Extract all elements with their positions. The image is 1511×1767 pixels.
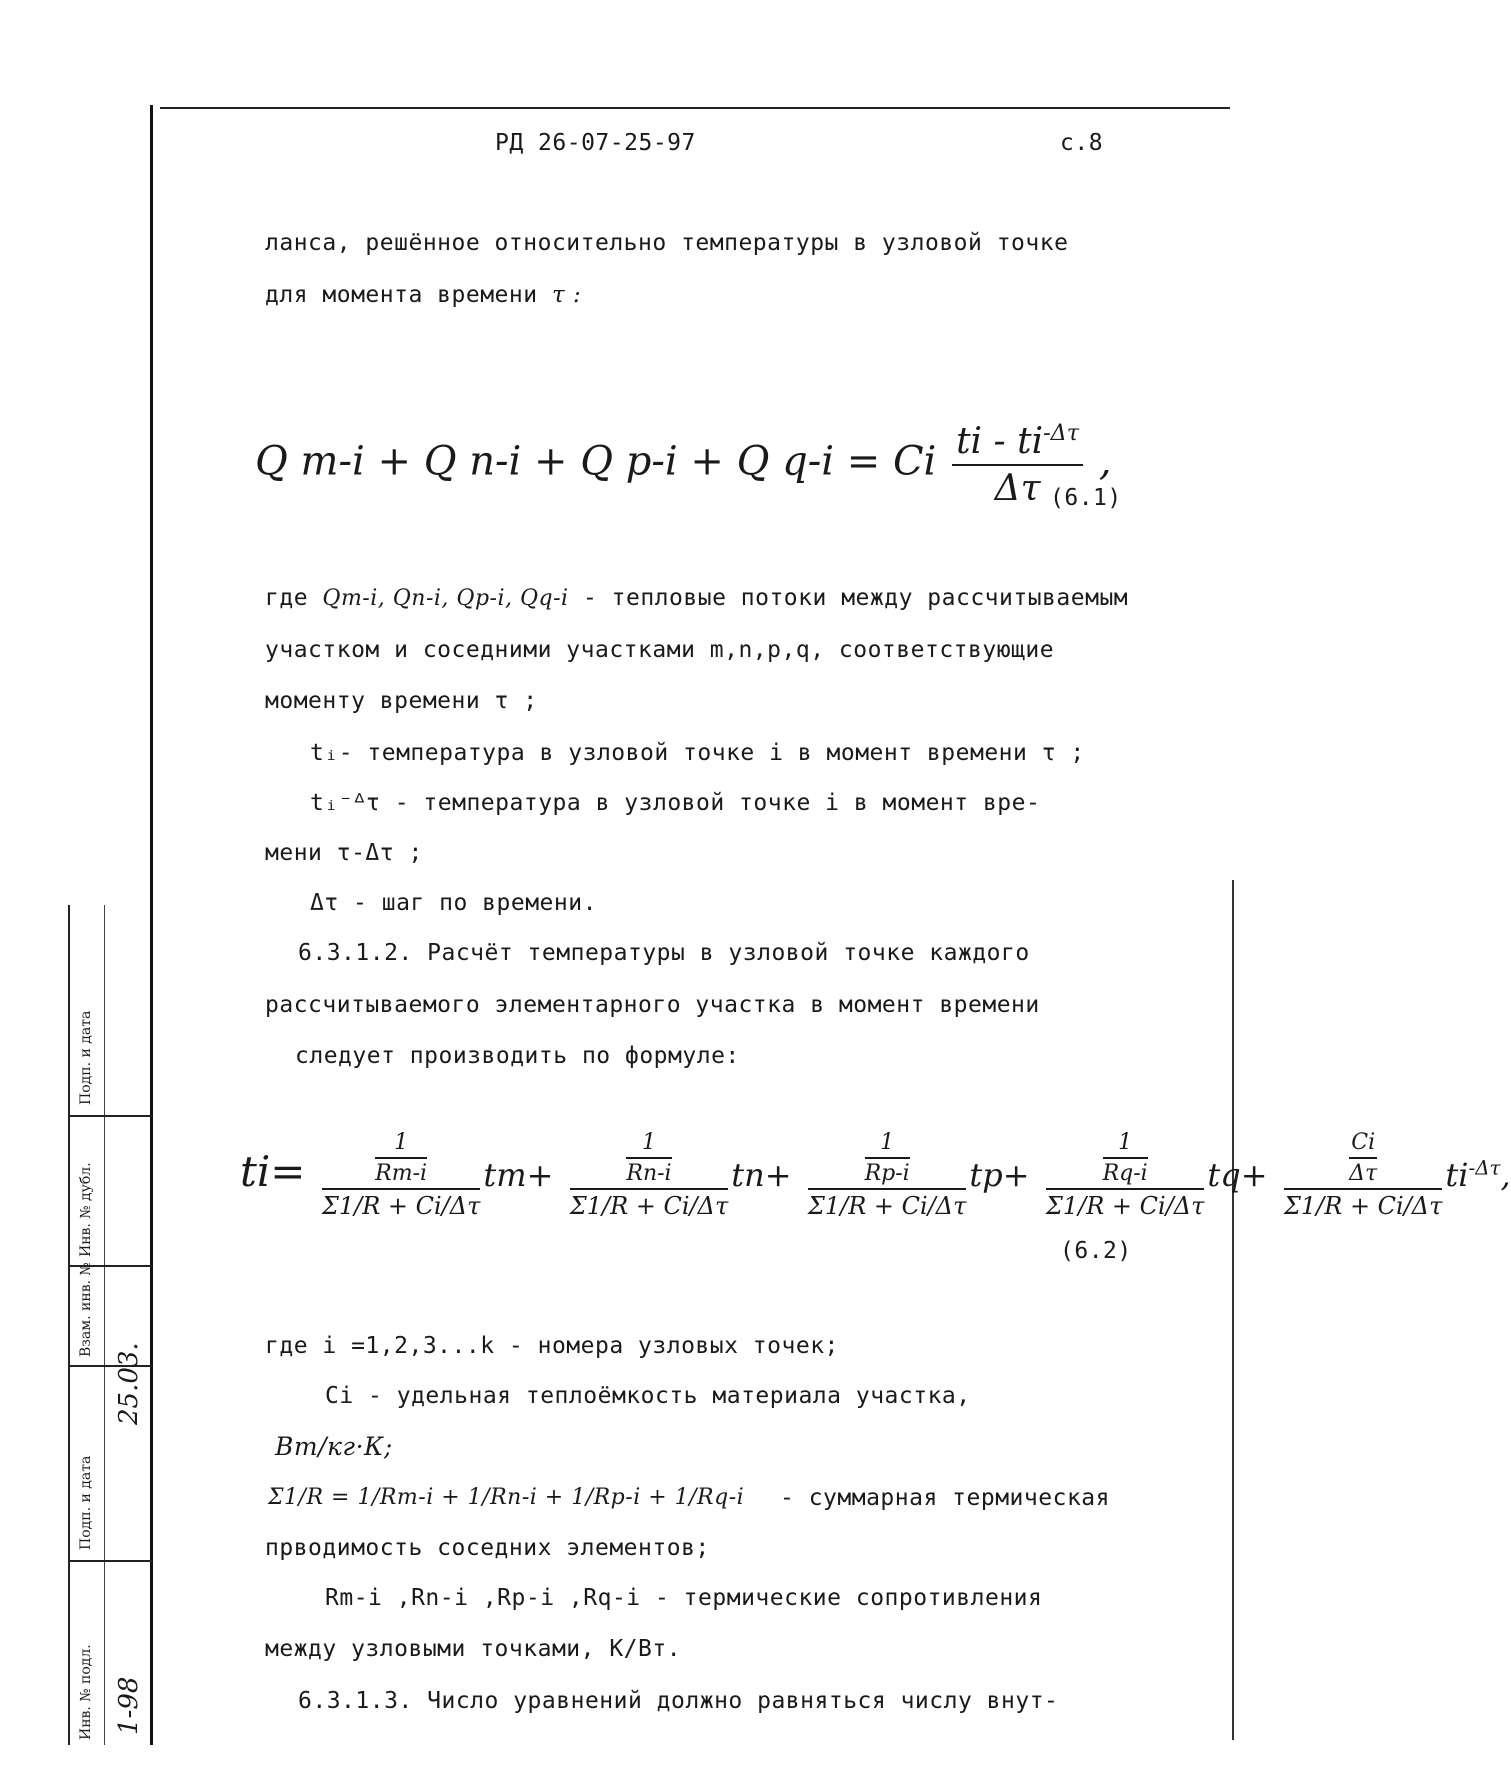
eq1-fraction: $\frac{ti - ti^{-\Delta\tau}}{\Delta\tau}$ [952,420,1083,509]
p633-line-1: 6.3.1.3. Число уравнений должно равняться числу внут- [298,1688,1059,1714]
frame-right-border [1232,880,1234,1740]
eq2-term-3: $\frac{\frac{1}{Rp-i}}{\Sigma 1/R + Ci/\Delta\tau}$ [807,1130,967,1220]
p632-line-2: рассчитываемого элементарного участка в момент времени [265,992,1040,1018]
p632-line-3: следует производить по формуле: [295,1043,740,1069]
where1-line-3: моменту времени τ ; [265,688,538,714]
where1-line-2: участком и соседними участками m,n,p,q, соответствующие [265,637,1055,663]
equation-6-1: Q m-i + Q n-i + Q p-i + Q q-i = Ci $\frac{ti - ti^{-\Delta\tau}}{\Delta\tau}$ , [255,420,1112,509]
doc-code: РД 26-07-25-97 [495,130,696,156]
sum-conductance-formula: Σ1/R = 1/Rm-i + 1/Rn-i + 1/Rp-i + 1/Rq-i [268,1485,745,1510]
eq2-number: (6.2) [1060,1238,1132,1264]
where1-line-6: мени τ-Δτ ; [265,840,423,866]
where2-line-2: Ci - удельная теплоёмкость материала участка, [325,1383,971,1409]
where1-line-1: где Qm-i, Qn-i, Qp-i, Qq-i - тепловые потоки между рассчитываемым [265,585,1129,611]
stamp-hand-inv: 1-98 [114,1676,144,1735]
where2-line-1: где i =1,2,3...k - номера узловых точек; [265,1333,839,1359]
where2-line-5: прводимость соседних элементов; [265,1535,710,1561]
where1-line-4: tᵢ- температура в узловой точке i в момент времени τ ; [310,740,1085,766]
p632-line-1: 6.3.1.2. Расчёт температуры в узловой точке каждого [298,940,1030,966]
stamp-podp-data: Подп. и дата [78,1455,94,1550]
eq2-term-2: $\frac{\frac{1}{Rn-i}}{\Sigma 1/R + Ci/\Delta\tau}$ [569,1130,729,1220]
eq2-term-5: $\frac{Ci}{\Delta\tau}$ Σ1/R + Ci/Δτ [1283,1130,1443,1220]
page-number: с.8 [1060,130,1104,156]
eq1-number: (6.1) [1050,485,1122,511]
where1-line-5: tᵢ⁻ᐞτ - температура в узловой точке i в момент вре- [310,790,1041,816]
intro-line-1: ланса, решённое относительно температуры в узловой точке [265,230,1069,256]
eq2-term-4: $\frac{\frac{1}{Rq-i}}{\Sigma 1/R + Ci/\Delta\tau}$ [1045,1130,1205,1220]
intro-line-2: для момента времени τ : [265,282,582,308]
where2-line-7: между узловыми точками, К/Вт. [265,1636,682,1662]
stamp-vzam-inv: Взам. инв. № [78,1262,94,1357]
where2-units: Вт/кг·К; [275,1432,393,1461]
stamp-inv-dubl: Инв. № дубл. [78,1162,94,1257]
frame-top-border [160,107,1230,109]
eq1-lhs: Q m-i + Q n-i + Q p-i + Q q-i = Ci [255,438,937,485]
where2-line-4: - суммарная термическая [780,1485,1110,1511]
stamp-inv-podl: Инв. № подл. [78,1644,94,1740]
equation-6-2: ti= $\frac{\frac{1}{Rm-i}}{\Sigma 1/R + Ci/\Delta\tau}$ tm+ $\frac{\frac{1}{Rn-i}}{\Sigma 1/R + Ci/\Delta\tau}$ tn+ $\frac{\frac{1}{Rp-i}}{\Sigma 1/R + Ci/\Delta\tau}$ tp+ $\frac{\frac{1}{Rq-i}}{\Sigma 1/R + Ci/\Delta\tau}$ tq+ $\frac{Ci}{\Delta\tau}$ Σ1/R + Ci/Δτ $ti^{-\Delta\tau}$, [240,1130,1511,1220]
margin-stamp [68,905,152,1745]
eq2-lhs: ti= [240,1147,306,1196]
eq2-term-1: $\frac{\frac{1}{Rm-i}}{\Sigma 1/R + Ci/\Delta\tau}$ [321,1130,481,1220]
where2-line-6: Rm-i ,Rn-i ,Rp-i ,Rq-i - термические сопротивления [325,1585,1043,1611]
stamp-podp-data-top: Подп. и дата [78,1010,94,1105]
stamp-hand-date: 25.03. [114,1342,144,1425]
where1-line-7: Δτ - шаг по времени. [310,890,597,916]
